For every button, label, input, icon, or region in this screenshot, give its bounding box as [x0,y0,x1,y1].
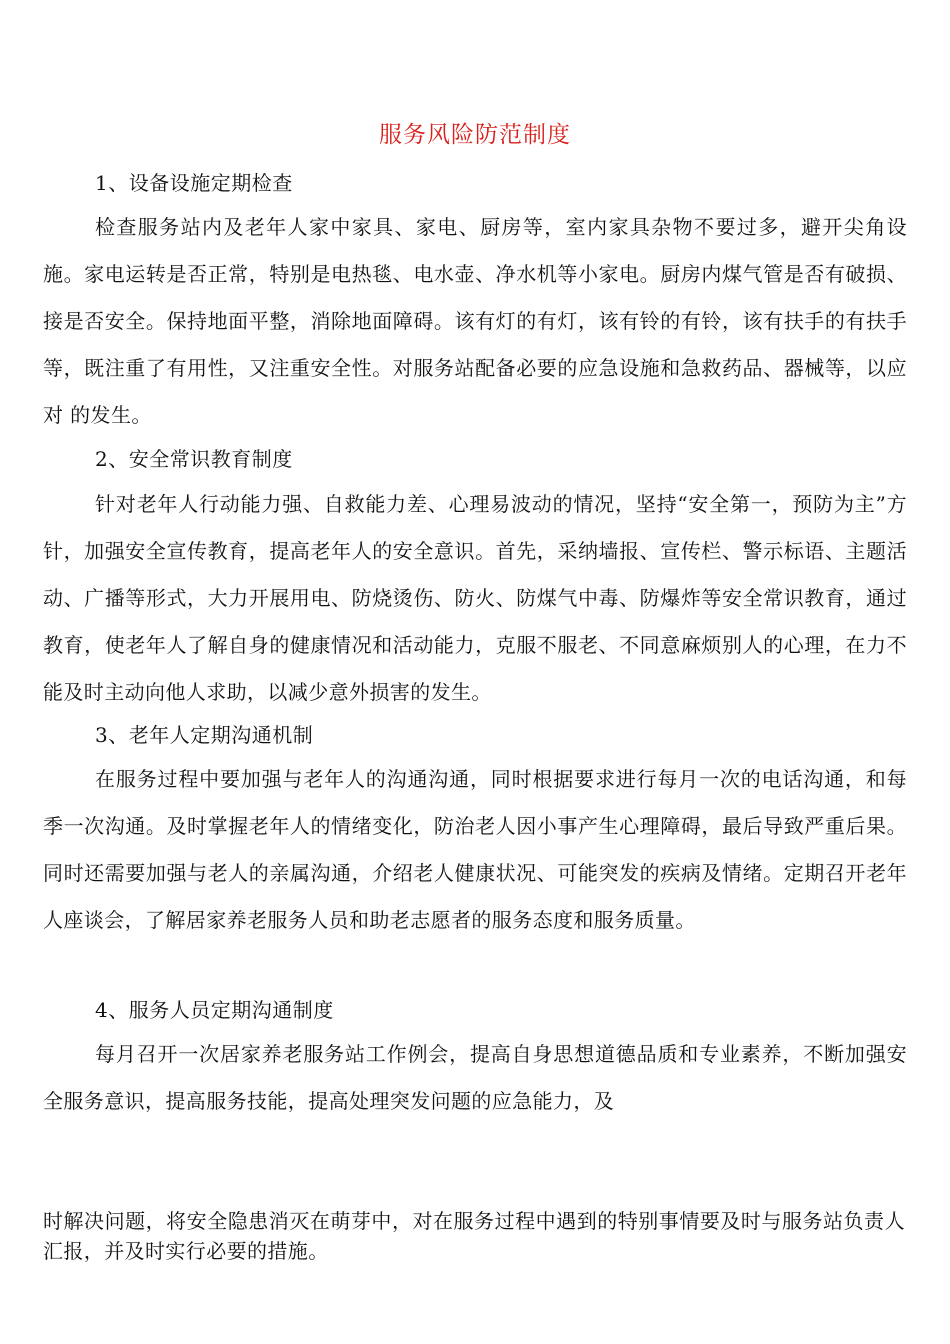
section-2-body: 针对老年人行动能力强、自救能力差、心理易波动的情况，坚持“安全第一，预防为主”方针，加强安全宣传教育，提高老年人的安全意识。首先，采纳墙报、宣传栏、警示标语、主题活动、广播等形式，大力开展用电、防烧烫伤、防火、防煤气中毒、防爆炸等安全常识教育，通过教育，使老年人了解自身的健康情况和活动能力，克服不服老、不同意麻烦别人的心理，在力不能及时主动向他人求助，以减少意外损害的发生。 [43,492,907,704]
section-1-heading: 1、设备设施定期检查 [95,171,293,195]
document-title: 服务风险防范制度 [379,122,571,148]
section-4-body: 每月召开一次居家养老服务站工作例会，提高自身思想道德品质和专业素养，不断加强安全服务意识，提高服务技能，提高处理突发问题的应急能力，及 [43,1042,907,1113]
section-3-heading: 3、老年人定期沟通机制 [95,723,314,747]
section-3-body: 在服务过程中要加强与老年人的沟通沟通，同时根据要求进行每月一次的电话沟通，和每季一次沟通。及时掌握老年人的情绪变化，防治老人因小事产生心理障碍，最后导致严重后果。同时还需要加强与老人的亲属沟通，介绍老人健康状况、可能突发的疾病及情绪。定期召开老年人座谈会，了解居家养老服务人员和助老志愿者的服务态度和服务质量。 [43,767,907,932]
section-1-body: 检查服务站内及老年人家中家具、家电、厨房等，室内家具杂物不要过多，避开尖角设施。家电运转是否正常，特别是电热毯、电水壶、净水机等小家电。厨房内煤气管是否有破损、接是否安全。保持地面平整，消除地面障碍。该有灯的有灯，该有铃的有铃，该有扶手的有扶手等，既注重了有用性，又注重安全性。对服务站配备必要的应急设施和急救药品、器械等，以应对 的发生。 [43,215,907,427]
section-2-heading: 2、安全常识教育制度 [95,447,293,471]
page-tail-text: 时解决问题，将安全隐患消灭在萌芽中，对在服务过程中遇到的特别事情要及时与服务站负责人汇报，并及时实行必要的措施。 [43,1209,905,1263]
section-4-heading: 4、服务人员定期沟通制度 [95,998,334,1022]
